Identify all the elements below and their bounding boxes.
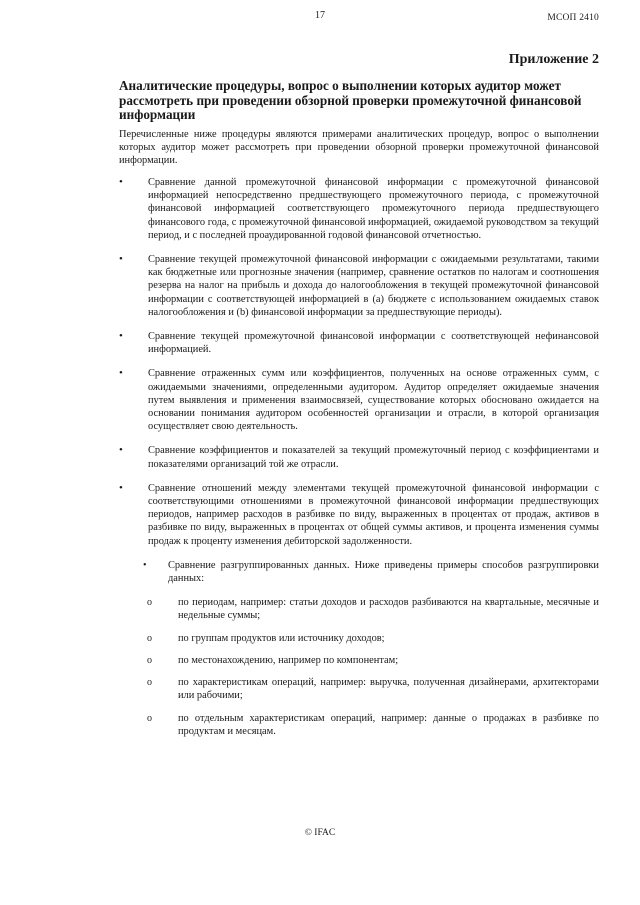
procedures-list <box>0 176 640 747</box>
bullet-marker: • <box>119 253 123 266</box>
copyright-footer: © IFAC <box>304 828 336 838</box>
list-item-text: Сравнение данной промежуточной финансовой информации с промежуточной финансовой информацией непосредственно предшествующего промежуточного периода, с промежуточной финансовой информацией соответствующего промежуточного периода предшествующего финансового года, с промежуточной финансовой информацией, ожидаемой руководством за текущий период, и с последней проаудированной годовой финансовой отчетностью. <box>148 177 599 241</box>
list-item <box>0 330 640 356</box>
circle-marker: o <box>147 654 152 666</box>
section-title: Аналитические процедуры, вопрос о выполнении которых аудитор может рассмотреть при проведении обзорной проверки промежуточной финансовой информации <box>119 78 582 122</box>
nested-list-item <box>0 712 640 738</box>
nested-list-item-text: по отдельным характеристикам операций, например: данные о продажах в разбивке по продуктам и месяцам. <box>178 712 599 737</box>
list-item <box>0 482 640 548</box>
bullet-marker: • <box>119 444 123 457</box>
sub-list-item <box>0 559 640 585</box>
list-item-text: Сравнение текущей промежуточной финансовой информации с ожидаемыми результатами, такими как бюджетные или прогнозные значения (например, сравнение остатков по налогам и соотношения резерва на налог на прибыль и дохода до налогообложения в текущей промежуточной финансовой информации с соответствующей информацией в (a) бюджете с использованием ожидаемых ставок налогообложения и (b) финансовой информации за предшествующие периоды). <box>148 254 599 318</box>
nested-list-item <box>0 596 640 622</box>
list-item-text: Сравнение отраженных сумм или коэффициентов, полученных на основе отраженных сумм, с ожидаемыми значениями, определенными аудитором. Аудитор определяет ожидаемые значения путем выявления и применения взаимосвязей, существование которых обосновано ожидается на основании понимания аудитором особенностей организации и отрасли, в которой организация осуществляет свою деятельность. <box>148 368 599 433</box>
sub-list-item-text: Сравнение разгруппированных данных. Ниже приведены примеры способов разгруппировки данных: <box>168 559 599 585</box>
nested-list-item-text: по группам продуктов или источнику доходов; <box>178 632 385 644</box>
circle-marker: o <box>147 712 152 724</box>
list-item-text: Сравнение текущей промежуточной финансовой информации с соответствующей нефинансовой информацией. <box>148 331 599 356</box>
document-code: МСОП 2410 <box>547 13 599 23</box>
nested-list-item-text: по местонахождению, например по компонентам; <box>178 654 399 666</box>
circle-marker: o <box>147 677 152 689</box>
list-item-text: Сравнение коэффициентов и показателей за текущий промежуточный период с коэффициентами и показателями организаций той же отрасли. <box>148 445 599 470</box>
circle-marker: o <box>147 632 152 644</box>
bullet-marker: • <box>119 481 123 494</box>
nested-list-item-text: по периодам, например: статьи доходов и расходов разбиваются на квартальные, месячные и недельные суммы; <box>178 597 599 622</box>
list-item <box>0 176 640 242</box>
nested-list-item <box>0 654 640 667</box>
list-item <box>0 444 640 470</box>
nested-list-item-text: по характеристикам операций, например: выручка, полученная дизайнерами, архитекторами или рабочими; <box>178 677 599 702</box>
bullet-marker: • <box>119 176 123 188</box>
bullet-marker: • <box>119 330 123 343</box>
bullet-marker: • <box>119 367 123 380</box>
circle-marker: o <box>147 597 152 609</box>
list-item-text: Сравнение отношений между элементами текущей промежуточной финансовой информации с соответствующими отношениями в промежуточной финансовой информации предшествующих периодов, например расходов в разбивке по виду, выраженных в процентах от продаж, активов в разбивке по виду, выраженных в процентах от общей суммы активов, и процента изменения суммы продаж к проценту изменения дебиторской задолженности. <box>148 482 599 547</box>
page-number: 17 <box>315 10 325 21</box>
list-item <box>0 367 640 433</box>
bullet-marker: • <box>143 559 147 571</box>
nested-list-item <box>0 676 640 702</box>
appendix-label: Приложение 2 <box>508 52 599 67</box>
list-item <box>0 253 640 319</box>
nested-list-item <box>0 632 640 645</box>
intro-paragraph: Перечисленные ниже процедуры являются примерами аналитических процедур, вопрос о выполнении которых аудитор может рассмотреть при проведении обзорной проверки промежуточной финансовой информации. <box>119 129 599 167</box>
